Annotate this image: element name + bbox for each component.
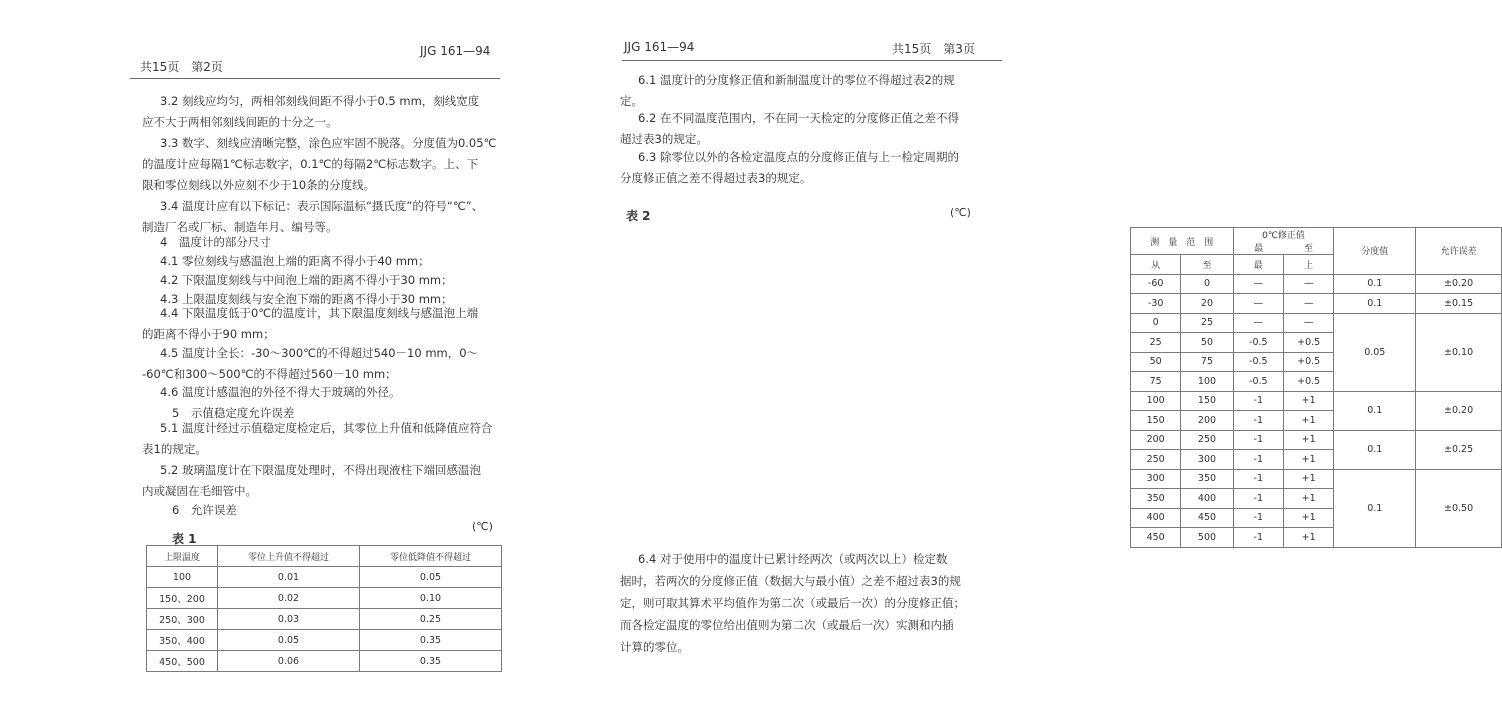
text-line: 5.2 玻璃温度计在下限温度处理时，不得出现液柱下端回感温泡	[160, 463, 481, 477]
table-cell: -1	[1233, 469, 1283, 489]
zero-to: 至	[1303, 244, 1313, 254]
allowed-error-cell: ±0.50	[1416, 469, 1502, 547]
table-cell: -1	[1233, 508, 1283, 528]
text-line: 限和零位刻线以外应刻不少于10条的分度线。	[142, 178, 376, 192]
table-cell: 100	[1131, 391, 1181, 411]
division-cell: 0.05	[1334, 313, 1416, 391]
table-cell: -1	[1233, 489, 1283, 509]
allowed-error-cell: ±0.15	[1416, 294, 1502, 314]
text-line: 6.2 在不同温度范围内，不在同一天检定的分度修正值之差不得	[638, 111, 959, 125]
table-cell: 0	[1181, 274, 1233, 294]
zero-title: 0℃修正值	[1262, 231, 1305, 241]
header-rule	[130, 78, 500, 79]
section-4-title: 4 温度计的部分尺寸	[160, 235, 271, 249]
table-row	[147, 567, 502, 588]
table-cell: 0.05	[360, 567, 502, 588]
table2-header-division: 分度值	[1334, 228, 1416, 275]
text-line: 应不大于两相邻刻线间距的十分之一。	[142, 115, 338, 129]
section-4-2: 4.2 下限温度刻线与中间泡上端的距离不得小于30 mm；	[160, 273, 453, 287]
table-cell: 100	[147, 567, 218, 588]
table-cell: -1	[1233, 391, 1283, 411]
table-cell: -1	[1233, 411, 1283, 431]
table-row	[1131, 391, 1502, 411]
table-cell: +0.5	[1283, 352, 1333, 372]
table1-header: 零位上升值不得超过	[218, 546, 360, 567]
table-cell: 0.10	[360, 588, 502, 609]
table1	[146, 545, 502, 672]
table-cell: 150	[1181, 391, 1233, 411]
table-cell: 0.02	[218, 588, 360, 609]
text-line: 表1的规定。	[142, 442, 207, 456]
table-cell: 0.01	[218, 567, 360, 588]
table-cell: 300	[1181, 450, 1233, 470]
allowed-error-cell: ±0.20	[1416, 391, 1502, 430]
table-cell: 350	[1131, 489, 1181, 509]
text-line: 据时，若两次的分度修正值（数据大与最小值）之差不超过表3的规	[620, 574, 961, 588]
table-cell: 75	[1131, 372, 1181, 392]
table-cell: 250、300	[147, 609, 218, 630]
text-line: 的距离不得小于90 mm；	[142, 327, 275, 341]
page-info: 共15页 第3页	[892, 42, 975, 56]
table-cell: 450	[1131, 528, 1181, 548]
table-cell: —	[1283, 274, 1333, 294]
table-cell: 350	[1181, 469, 1233, 489]
table-row	[1131, 430, 1502, 450]
text-line: 6.4 对于使用中的温度计已累计经两次（或两次以上）检定数	[638, 552, 948, 566]
table-cell: -0.5	[1233, 352, 1283, 372]
section-6-3	[620, 147, 1004, 189]
table-cell: 0.35	[360, 651, 502, 672]
table-cell: 400	[1181, 489, 1233, 509]
text-line: 分度修正值之差不得超过表3的规定。	[620, 171, 812, 185]
table2-header-zero	[1233, 228, 1334, 255]
section-5-title: 5 示值稳定度允许误差	[172, 406, 295, 420]
table-row	[147, 609, 502, 630]
table-cell: +0.5	[1283, 333, 1333, 353]
table1-caption: 表 1	[172, 532, 197, 546]
page-info: 共15页 第2页	[140, 60, 223, 74]
text-line: 制造厂名或厂标、制造年月、编号等。	[142, 220, 338, 234]
left-page	[0, 0, 512, 724]
table-cell: 0.25	[360, 609, 502, 630]
table-row	[1131, 313, 1502, 333]
table-cell: 25	[1131, 333, 1181, 353]
sub-min: 最	[1233, 255, 1283, 275]
table-cell: 25	[1181, 313, 1233, 333]
text-line: 4.4 下限温度低于0℃的温度计，其下限温度刻线与感温泡上端	[160, 306, 479, 320]
text-line: 定，则可取其算术平均值作为第二次（或最后一次）的分度修正值；	[620, 596, 965, 610]
table-cell: +0.5	[1283, 372, 1333, 392]
table-cell: 250	[1131, 450, 1181, 470]
table2-header-row	[1131, 228, 1502, 255]
table-cell: +1	[1283, 508, 1333, 528]
division-cell: 0.1	[1334, 274, 1416, 294]
table-cell: —	[1283, 313, 1333, 333]
table2-caption: 表 2	[626, 209, 651, 223]
table-cell: 450、500	[147, 651, 218, 672]
table-cell: —	[1233, 274, 1283, 294]
standard-number: JJG 161—94	[420, 44, 491, 58]
division-cell: 0.1	[1334, 294, 1416, 314]
text-line: 3.3 数字、刻线应清晰完整，涂色应牢固不脱落。分度值为0.05℃	[160, 136, 497, 150]
section-6-4	[620, 548, 1008, 658]
table-cell: -1	[1233, 528, 1283, 548]
table-cell: —	[1233, 294, 1283, 314]
table-cell: 0.35	[360, 630, 502, 651]
section-5-1	[142, 418, 504, 460]
header-rule	[622, 60, 1002, 61]
section-4-6: 4.6 温度计感温泡的外径不得大于玻璃的外径。	[160, 385, 401, 399]
section-3-3	[142, 133, 504, 196]
section-6-title: 6 允许误差	[172, 503, 237, 517]
section-6-1	[620, 70, 1004, 112]
table-cell: -0.5	[1233, 333, 1283, 353]
table-cell: -30	[1131, 294, 1181, 314]
table1-header-row	[147, 546, 502, 567]
section-3-4	[142, 196, 504, 238]
section-6-2	[620, 108, 1004, 150]
table-cell: 150、200	[147, 588, 218, 609]
table2-unit: (℃)	[950, 206, 971, 219]
table-cell: 20	[1181, 294, 1233, 314]
zero-from: 最	[1254, 244, 1264, 254]
table-cell: 350、400	[147, 630, 218, 651]
table-cell: 0	[1131, 313, 1181, 333]
table-cell: 500	[1181, 528, 1233, 548]
section-4-5	[142, 343, 504, 385]
text-line: 定。	[620, 94, 643, 108]
table-cell: 450	[1181, 508, 1233, 528]
allowed-error-cell: ±0.10	[1416, 313, 1502, 391]
sub-to: 至	[1181, 255, 1233, 275]
text-line: 3.2 刻线应均匀，两相邻刻线间距不得小于0.5 mm，刻线宽度	[160, 94, 480, 108]
table-cell: +1	[1283, 528, 1333, 548]
table-cell: 150	[1131, 411, 1181, 431]
section-4-4	[142, 303, 504, 345]
section-5-2	[142, 460, 504, 502]
table2-header-allowed: 允许误差	[1416, 228, 1502, 275]
division-cell: 0.1	[1334, 391, 1416, 430]
allowed-error-cell: ±0.20	[1416, 274, 1502, 294]
text-line: 3.4 温度计应有以下标记：表示国际温标“摄氏度”的符号“℃”、	[160, 199, 484, 213]
table1-header: 零位低降值不得超过	[360, 546, 502, 567]
section-4-1: 4.1 零位刻线与感温泡上端的距离不得小于40 mm；	[160, 254, 430, 268]
table-cell: 50	[1131, 352, 1181, 372]
table-cell: 0.06	[218, 651, 360, 672]
table2	[1130, 227, 1502, 548]
table-cell: -0.5	[1233, 372, 1283, 392]
table-cell: 200	[1181, 411, 1233, 431]
standard-number: JJG 161—94	[624, 40, 695, 54]
table-cell: +1	[1283, 430, 1333, 450]
table-cell: -60	[1131, 274, 1181, 294]
table-cell: 300	[1131, 469, 1181, 489]
table-row	[147, 630, 502, 651]
sub-max: 上	[1283, 255, 1333, 275]
table-cell: 75	[1181, 352, 1233, 372]
text-line: 5.1 温度计经过示值稳定度检定后，其零位上升值和低降值应符合	[160, 421, 493, 435]
division-cell: 0.1	[1334, 430, 1416, 469]
table-cell: 0.03	[218, 609, 360, 630]
table-cell: 400	[1131, 508, 1181, 528]
table2-body	[1131, 274, 1502, 547]
text-line: 而各检定温度的零位给出值则为第二次（或最后一次）实测和内插	[620, 618, 954, 632]
text-line: 内或凝固在毛细管中。	[142, 484, 257, 498]
table-cell: +1	[1283, 489, 1333, 509]
table-cell: +1	[1283, 469, 1333, 489]
table-cell: +1	[1283, 450, 1333, 470]
table-cell: 250	[1181, 430, 1233, 450]
section-4-3: 4.3 上限温度刻线与安全泡下端的距离不得小于30 mm；	[160, 292, 453, 306]
text-line: 6.3 除零位以外的各检定温度点的分度修正值与上一检定周期的	[638, 150, 959, 164]
table1-unit: (℃)	[472, 520, 493, 533]
table-cell: 100	[1181, 372, 1233, 392]
division-cell: 0.1	[1334, 469, 1416, 547]
text-line: 超过表3的规定。	[620, 132, 708, 146]
table-cell: +1	[1283, 391, 1333, 411]
section-3-2	[142, 91, 504, 133]
allowed-error-cell: ±0.25	[1416, 430, 1502, 469]
table-row	[1131, 294, 1502, 314]
text-line: -60℃和300～500℃的不得超过560－10 mm；	[142, 367, 397, 381]
table-row	[1131, 469, 1502, 489]
table-row	[147, 651, 502, 672]
table-cell: 50	[1181, 333, 1233, 353]
zero-sub	[1234, 241, 1334, 254]
table-row	[147, 588, 502, 609]
table2-header-range: 测 量 范 围	[1131, 228, 1234, 255]
table-cell: —	[1233, 313, 1283, 333]
sub-from: 从	[1131, 255, 1181, 275]
text-line: 6.1 温度计的分度修正值和新制温度计的零位不得超过表2的规	[638, 73, 955, 87]
table-cell: —	[1283, 294, 1333, 314]
table-cell: +1	[1283, 411, 1333, 431]
table-cell: 200	[1131, 430, 1181, 450]
table-cell: -1	[1233, 450, 1283, 470]
text-line: 的温度计应每隔1℃标志数字，0.1℃的每隔2℃标志数字。上、下	[142, 157, 479, 171]
text-line: 计算的零位。	[620, 640, 689, 654]
table-row	[1131, 274, 1502, 294]
text-line: 4.5 温度计全长：-30～300℃的不得超过540－10 mm，0～	[160, 346, 479, 360]
table-cell: 0.05	[218, 630, 360, 651]
table1-header: 上限温度	[147, 546, 218, 567]
table-cell: -1	[1233, 430, 1283, 450]
right-page	[512, 0, 1477, 724]
